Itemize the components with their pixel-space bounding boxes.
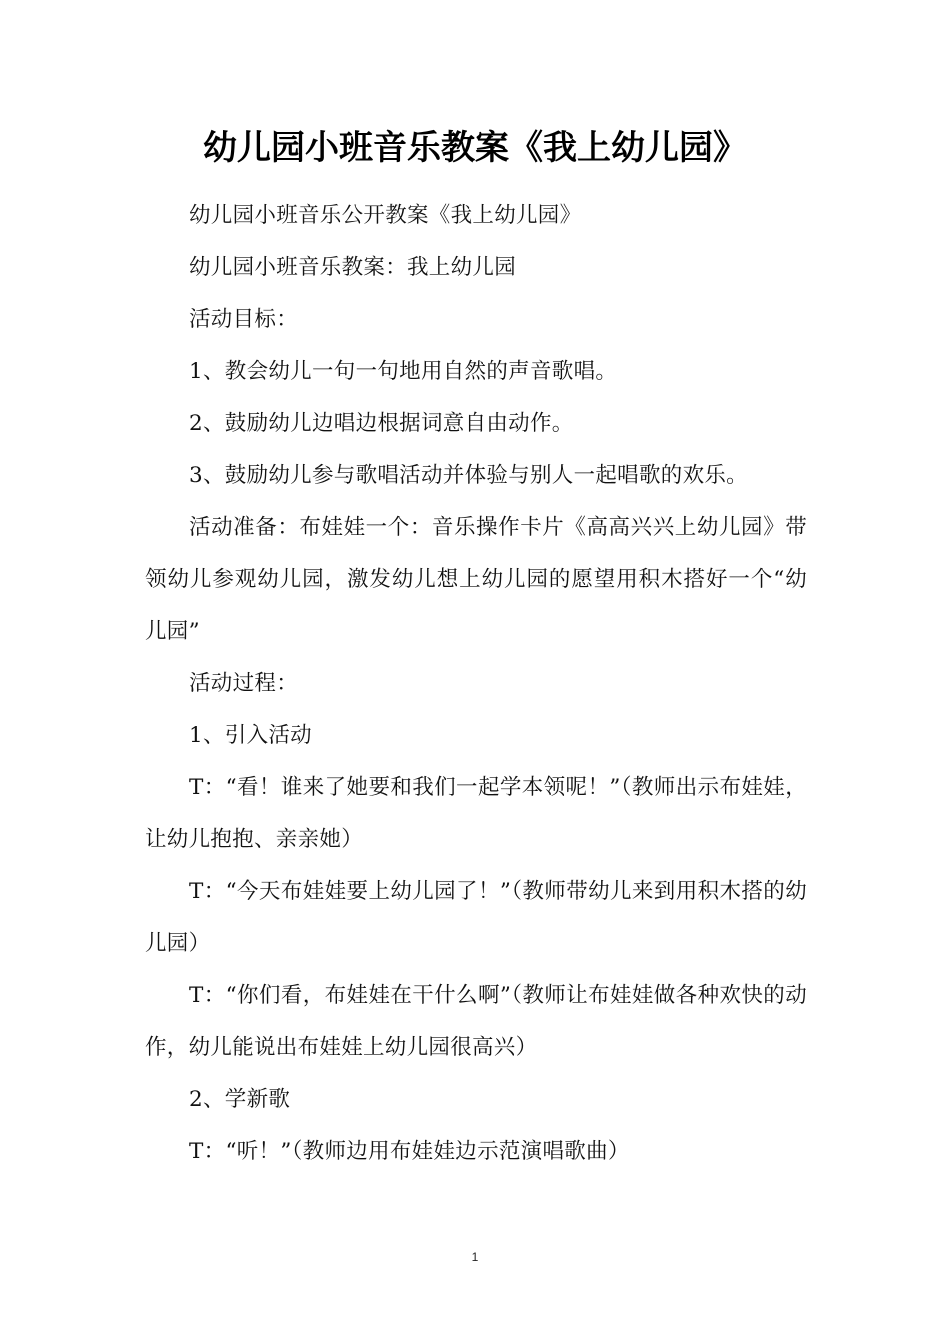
preparation-paragraph: 活动准备：布娃娃一个：音乐操作卡片《高高兴兴上幼儿园》带领幼儿参观幼儿园，激发幼儿想上幼儿园的愿望用积木搭好一个“幼儿园” [145,515,807,644]
goal-item-2: 2、鼓励幼儿边唱边根据词意自由动作。 [189,411,574,436]
page-number: 1 [471,1250,479,1264]
goal-item-1: 1、教会幼儿一句一句地用自然的声音歌唱。 [189,359,618,384]
dialogue-paragraph-1: T：“看！谁来了她要和我们一起学本领呢！”（教师出示布娃娃，让幼儿抱抱、亲亲她） [145,775,807,852]
section-heading-process: 活动过程： [189,671,299,696]
subtitle-lesson-plan: 幼儿园小班音乐教案：我上幼儿园 [189,255,517,280]
subtitle-public-lesson: 幼儿园小班音乐公开教案《我上幼儿园》 [189,203,582,228]
dialogue-paragraph-4: T：“听！”（教师边用布娃娃边示范演唱歌曲） [189,1139,630,1164]
step-heading-new-song: 2、学新歌 [189,1087,291,1112]
goal-item-3: 3、鼓励幼儿参与歌唱活动并体验与别人一起唱歌的欢乐。 [189,463,748,488]
dialogue-paragraph-3: T：“你们看，布娃娃在干什么啊”（教师让布娃娃做各种欢快的动作，幼儿能说出布娃娃上幼儿园很高兴） [145,983,807,1060]
dialogue-paragraph-2: T：“今天布娃娃要上幼儿园了！”（教师带幼儿来到用积木搭的幼儿园） [145,879,807,956]
section-heading-goals: 活动目标： [189,307,299,332]
document-title: 幼儿园小班音乐教案《我上幼儿园》 [203,128,747,168]
step-heading-intro: 1、引入活动 [189,723,312,748]
document-body [145,190,807,1178]
